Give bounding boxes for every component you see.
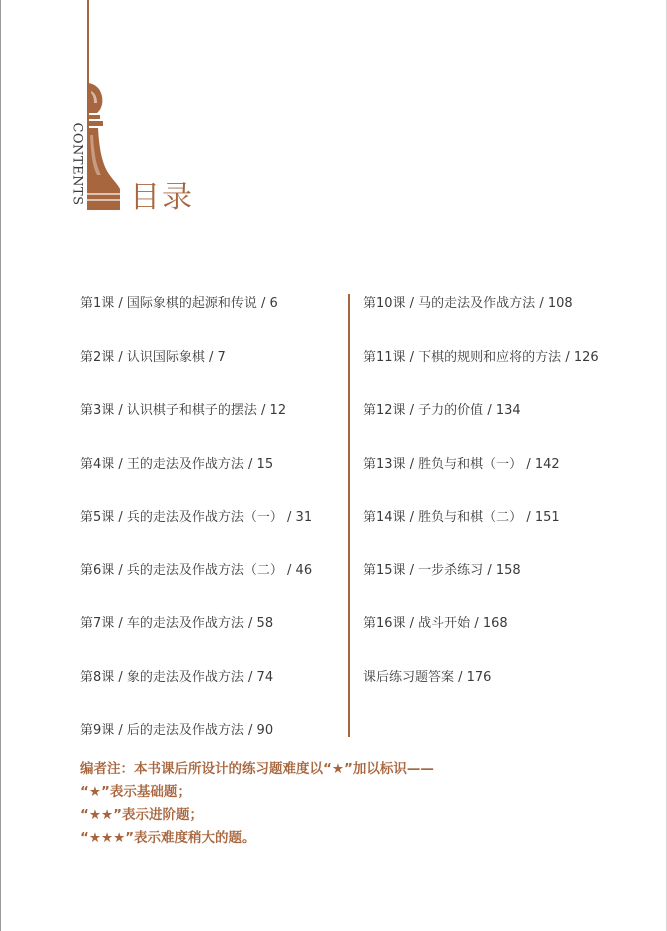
editor-note-line: “★★”表示进阶题； [80,807,203,823]
toc-entry[interactable]: 第16课 / 战斗开始 / 168 [363,616,508,631]
page-title: 目录 [130,180,194,215]
toc-entry[interactable]: 第10课 / 马的走法及作战方法 / 108 [363,296,573,311]
page-edge-left [0,0,1,931]
toc-entry[interactable]: 第14课 / 胜负与和棋（二） / 151 [363,510,560,525]
toc-entry[interactable]: 第4课 / 王的走法及作战方法 / 15 [80,457,274,472]
editor-note-line: 编者注：本书课后所设计的练习题难度以“★”加以标识—— [80,761,434,777]
toc-column-divider [348,294,350,737]
toc-entry[interactable]: 第2课 / 认识国际象棋 / 7 [80,350,226,365]
toc-entry[interactable]: 第15课 / 一步杀练习 / 158 [363,563,521,578]
editor-note-line: “★”表示基础题； [80,784,191,800]
toc-entry[interactable]: 第8课 / 象的走法及作战方法 / 74 [80,670,274,685]
chess-bishop-icon [87,75,122,210]
toc-entry[interactable]: 课后练习题答案 / 176 [363,670,492,685]
toc-entry[interactable]: 第6课 / 兵的走法及作战方法（二） / 46 [80,563,313,578]
toc-entry[interactable]: 第12课 / 子力的价值 / 134 [363,403,521,418]
toc-entry[interactable]: 第1课 / 国际象棋的起源和传说 / 6 [80,296,278,311]
toc-entry[interactable]: 第7课 / 车的走法及作战方法 / 58 [80,616,274,631]
toc-entry[interactable]: 第9课 / 后的走法及作战方法 / 90 [80,723,274,738]
editor-note-line: “★★★”表示难度稍大的题。 [80,830,256,846]
toc-entry[interactable]: 第13课 / 胜负与和棋（一） / 142 [363,457,560,472]
toc-entry[interactable]: 第11课 / 下棋的规则和应将的方法 / 126 [363,350,599,365]
toc-entry[interactable]: 第5课 / 兵的走法及作战方法（一） / 31 [80,510,313,525]
toc-entry[interactable]: 第3课 / 认识棋子和棋子的摆法 / 12 [80,403,287,418]
contents-side-label: CONTENTS [69,122,85,206]
